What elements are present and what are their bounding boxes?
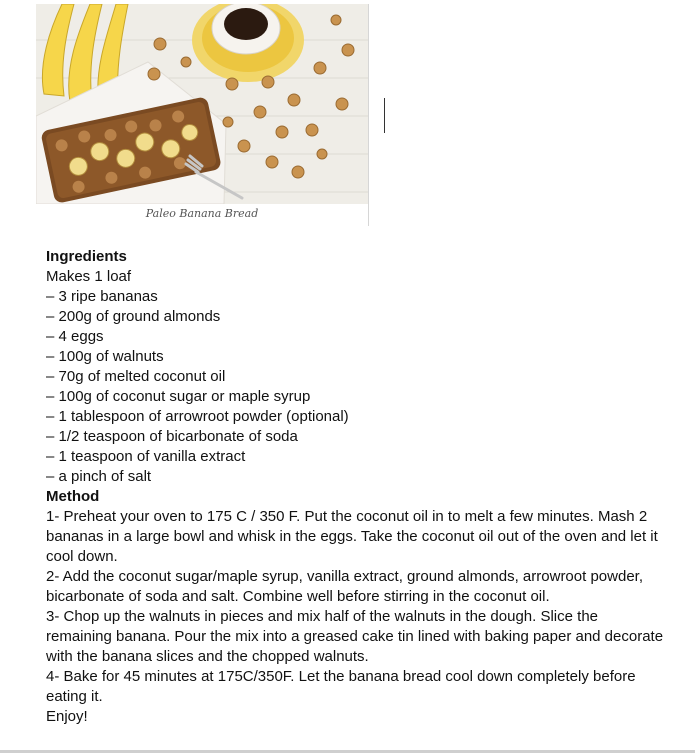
recipe-document: [46, 247, 666, 727]
closing-line: Enjoy!: [46, 708, 88, 725]
ingredient-item: – 4 eggs: [46, 328, 104, 345]
ingredient-item: – 100g of coconut sugar or maple syrup: [46, 388, 311, 405]
ingredient-item: – 3 ripe bananas: [46, 288, 158, 305]
ingredient-item: – 100g of walnuts: [46, 348, 164, 365]
method-step: 2- Add the coconut sugar/maple syrup, vanilla extract, ground almonds, arrowroot powder, bicarbonate of soda and salt. Combine well before stirring in the coconut oil.: [46, 568, 643, 605]
text-cursor: [384, 98, 385, 133]
ingredient-item: – 1/2 teaspoon of bicarbonate of soda: [46, 428, 298, 445]
recipe-photo: [36, 4, 369, 226]
ingredient-item: – 1 tablespoon of arrowroot powder (optional): [46, 408, 349, 425]
ingredients-heading: Ingredients: [46, 248, 127, 265]
method-step: 3- Chop up the walnuts in pieces and mix half of the walnuts in the dough. Slice the remaining banana. Pour the mix into a greased cake tin lined with baking paper and decorate with the banana slices and the chopped walnuts.: [46, 608, 664, 665]
banana-bread-photo: [36, 4, 368, 204]
method-step: 1- Preheat your oven to 175 C / 350 F. Put the coconut oil in to melt a few minutes. Mash 2 bananas in a large bowl and whisk in the eggs. Take the coconut oil out of the oven and let it cool down.: [46, 508, 658, 565]
recipe-yield: Makes 1 loaf: [46, 268, 132, 285]
ingredient-item: – a pinch of salt: [46, 468, 152, 485]
ingredient-item: – 1 teaspoon of vanilla extract: [46, 448, 246, 465]
method-step: 4- Bake for 45 minutes at 175C/350F. Let the banana bread cool down completely before eating it.: [46, 668, 636, 705]
ingredient-item: – 70g of melted coconut oil: [46, 368, 226, 385]
ingredient-item: – 200g of ground almonds: [46, 308, 221, 325]
photo-caption: Paleo Banana Bread: [145, 207, 259, 220]
method-heading: Method: [46, 488, 100, 505]
ingredients-list: [46, 287, 666, 487]
